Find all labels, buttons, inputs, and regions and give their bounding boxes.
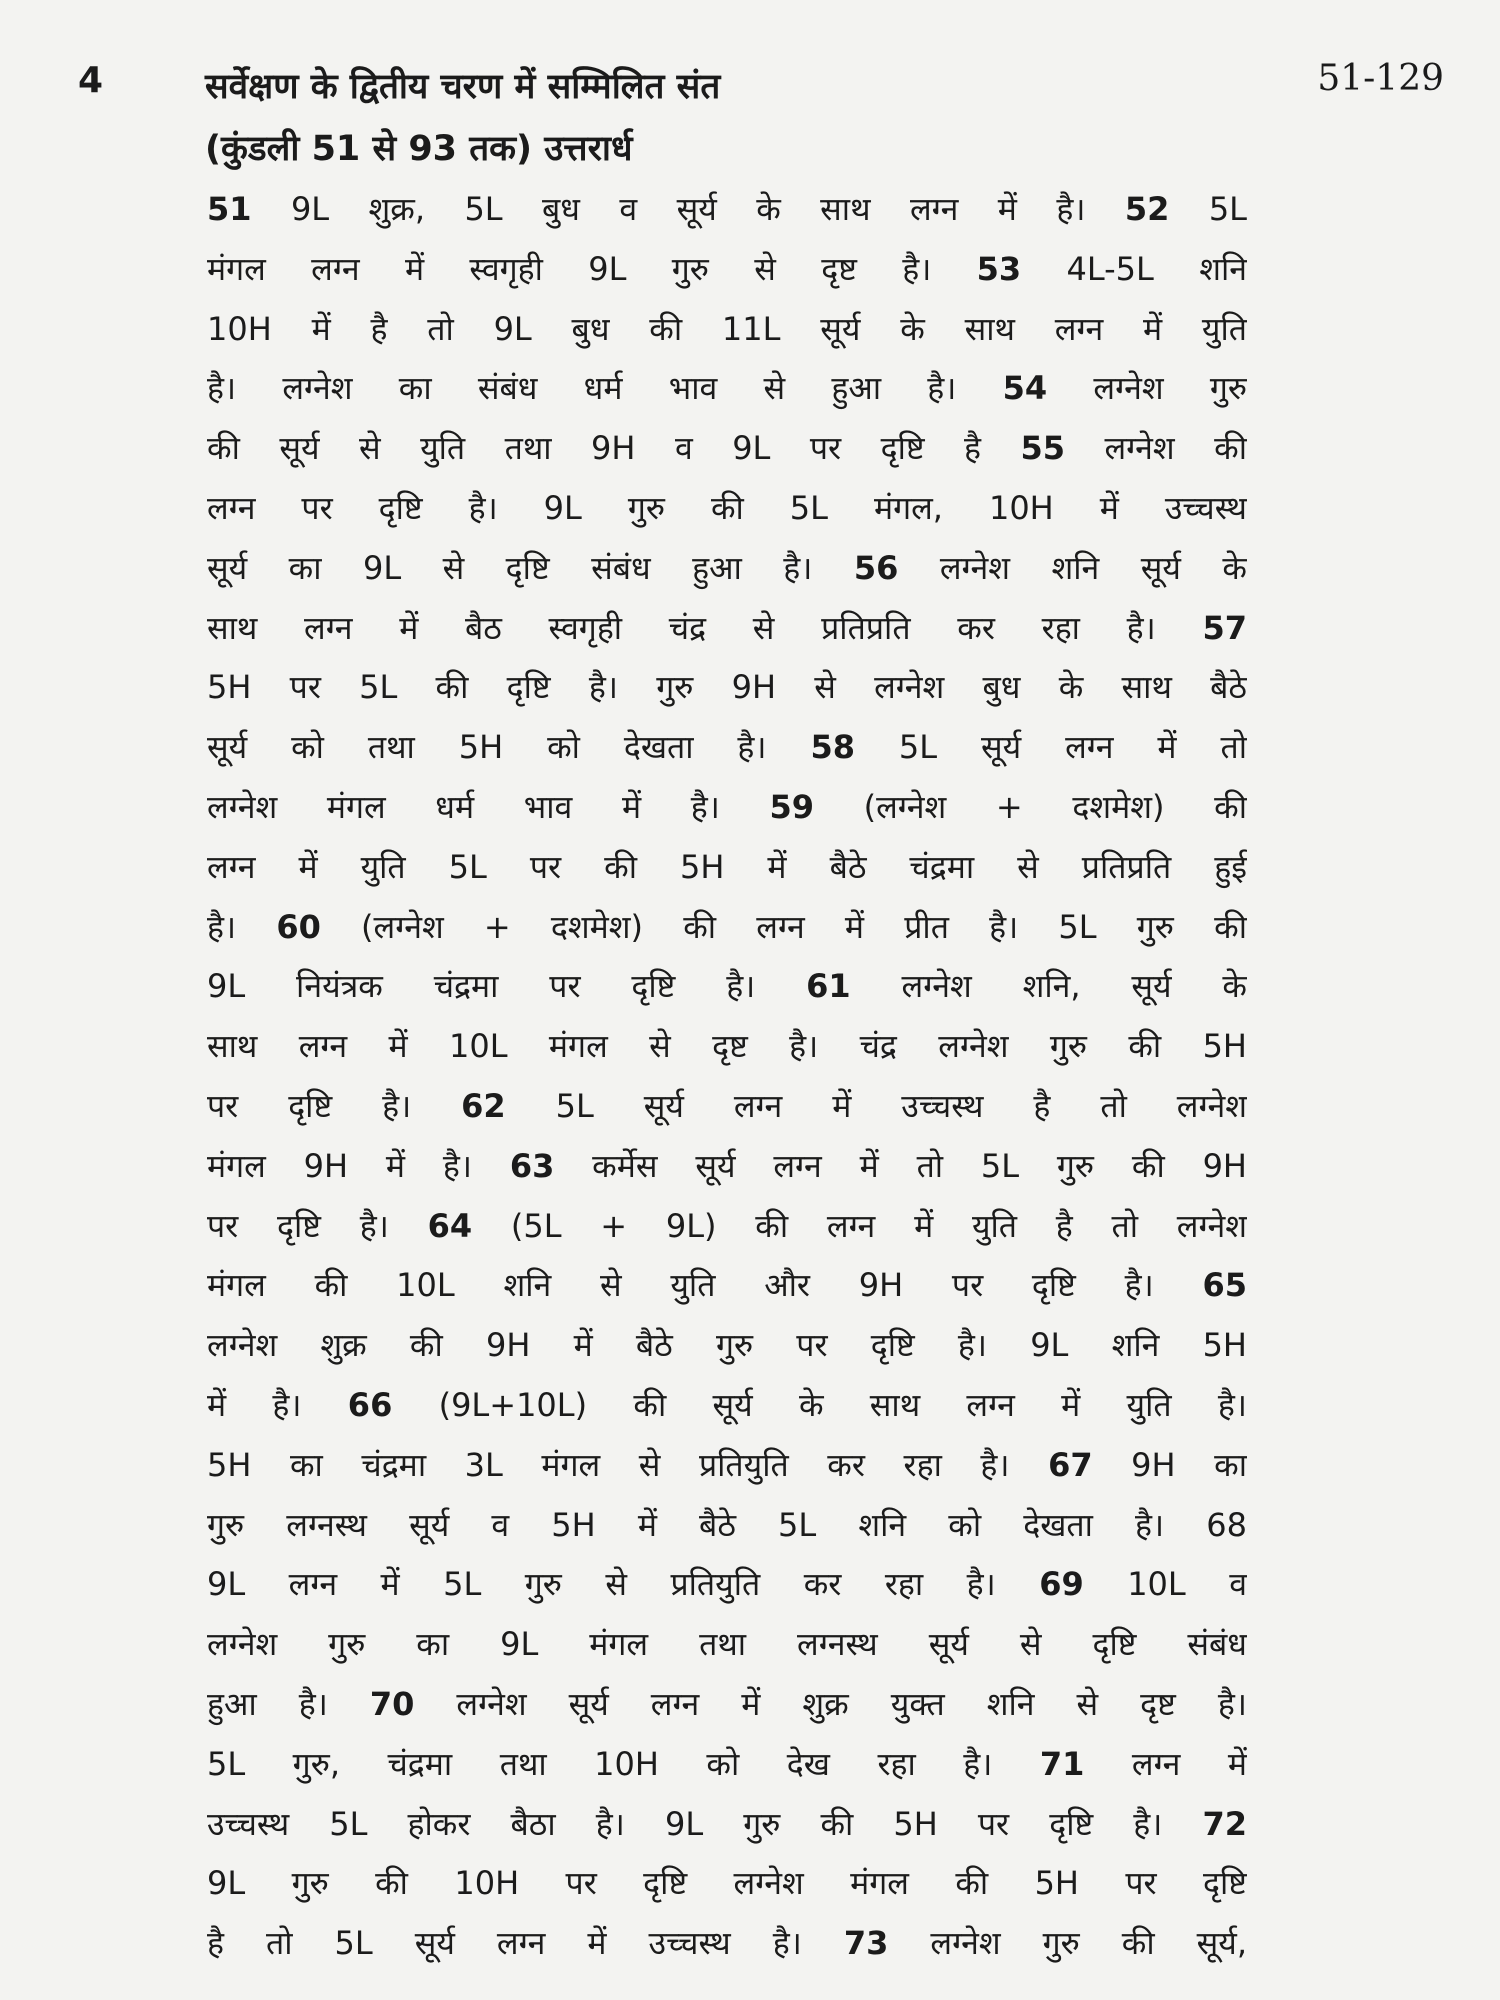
text-segment: सूर्य को तथा 5H को देखता है। xyxy=(207,728,811,767)
text-segment: 10H में है तो 9L बुध की 11L सूर्य के साथ लग्न में युति xyxy=(207,309,1247,348)
chapter-title-line-1: सर्वेक्षण के द्वितीय चरण में सम्मिलित संत xyxy=(205,67,721,107)
body-paragraph xyxy=(207,180,1247,1974)
horoscope-number: 63 xyxy=(509,1146,555,1185)
text-segment: की सूर्य से युति तथा 9H व 9L पर दृष्टि है xyxy=(207,429,1021,468)
text-segment: 5H का चंद्रमा 3L मंगल से प्रतियुति कर रहा है। xyxy=(207,1445,1049,1484)
text-segment: लग्नेश गुरु xyxy=(1047,369,1247,408)
horoscope-range: 51-129 xyxy=(1317,58,1444,99)
text-segment: 9L नियंत्रक चंद्रमा पर दृष्टि है। xyxy=(207,967,807,1006)
text-line xyxy=(207,180,1247,240)
horoscope-number: 61 xyxy=(806,967,851,1006)
horoscope-number: 55 xyxy=(1020,429,1065,468)
text-segment: 5L सूर्य लग्न में उच्चस्थ है तो लग्नेश xyxy=(505,1086,1247,1125)
text-segment: (लग्नेश + दशमेश) की लग्न में प्रीत है। 5L गुरु की xyxy=(320,907,1247,946)
text-line xyxy=(207,539,1247,599)
text-line xyxy=(207,300,1247,360)
horoscope-number: 53 xyxy=(976,249,1022,288)
text-segment: गुरु लग्नस्थ सूर्य व 5H में बैठे 5L शनि को देखता है। 68 xyxy=(207,1505,1247,1544)
horoscope-number: 66 xyxy=(347,1385,393,1424)
text-segment: मंगल लग्न में स्वगृही 9L गुरु से दृष्ट है। xyxy=(207,249,977,288)
text-segment: 4L-5L शनि xyxy=(1021,249,1247,288)
horoscope-number: 57 xyxy=(1202,608,1247,647)
text-line xyxy=(207,778,1247,838)
text-segment: 5L गुरु, चंद्रमा तथा 10H को देख रहा है। xyxy=(207,1744,1040,1783)
text-line xyxy=(207,1137,1247,1197)
text-line xyxy=(207,1795,1247,1855)
text-segment: लग्नेश गुरु का 9L मंगल तथा लग्नस्थ सूर्य से दृष्टि संबंध xyxy=(207,1625,1247,1664)
horoscope-number: 54 xyxy=(1002,369,1048,408)
text-segment: सूर्य का 9L से दृष्टि संबंध हुआ है। xyxy=(207,548,854,587)
horoscope-number: 56 xyxy=(853,548,899,587)
text-line xyxy=(207,718,1247,778)
text-segment: 9L शुक्र, 5L बुध व सूर्य के साथ लग्न में है। xyxy=(251,190,1125,228)
text-segment: (लग्नेश + दशमेश) की xyxy=(813,787,1247,826)
horoscope-number: 58 xyxy=(810,728,855,767)
text-segment: (5L + 9L) की लग्न में युति है तो लग्नेश xyxy=(472,1206,1247,1245)
text-segment: 9L गुरु की 10H पर दृष्टि लग्नेश मंगल की 5H पर दृष्टि xyxy=(207,1864,1247,1903)
text-line xyxy=(207,1316,1247,1376)
text-segment: लग्न पर दृष्टि है। 9L गुरु की 5L मंगल, 10H में उच्चस्थ xyxy=(207,488,1247,527)
text-line xyxy=(207,1256,1247,1316)
text-segment: 5L xyxy=(1169,190,1247,228)
horoscope-number: 65 xyxy=(1202,1266,1247,1305)
text-line xyxy=(207,1496,1247,1556)
text-segment: हुआ है। xyxy=(207,1684,370,1723)
text-segment: लग्नेश शनि, सूर्य के xyxy=(850,967,1247,1006)
chapter-subtitle: (कुंडली 51 से 93 तक) उत्तरार्ध xyxy=(205,129,633,169)
text-segment: 5L सूर्य लग्न में तो xyxy=(854,728,1247,767)
horoscope-number: 71 xyxy=(1039,1744,1085,1783)
text-line xyxy=(207,1615,1247,1675)
horoscope-number: 51 xyxy=(207,190,252,228)
chapter-title xyxy=(205,56,720,180)
horoscope-number: 64 xyxy=(427,1206,473,1245)
text-line xyxy=(207,1675,1247,1735)
horoscope-number: 52 xyxy=(1124,190,1170,228)
horoscope-number: 72 xyxy=(1202,1804,1247,1843)
horoscope-number: 69 xyxy=(1039,1565,1084,1604)
horoscope-number: 73 xyxy=(843,1924,889,1963)
text-line xyxy=(207,658,1247,718)
text-line xyxy=(207,1197,1247,1257)
text-line xyxy=(207,419,1247,479)
text-segment: लग्नेश सूर्य लग्न में शुक्र युक्त शनि से दृष्ट है। xyxy=(414,1684,1247,1723)
text-line xyxy=(207,1376,1247,1436)
text-segment: लग्नेश की xyxy=(1065,429,1247,468)
text-segment: उच्चस्थ 5L होकर बैठा है। 9L गुरु की 5H पर दृष्टि है। xyxy=(207,1804,1203,1843)
text-line xyxy=(207,1735,1247,1795)
text-segment: 9L लग्न में 5L गुरु से प्रतियुति कर रहा है। xyxy=(207,1565,1040,1604)
text-segment: लग्न में युति 5L पर की 5H में बैठे चंद्रमा से प्रतिप्रति हुई xyxy=(207,847,1247,886)
text-segment: 10L व xyxy=(1083,1565,1247,1604)
horoscope-number: 62 xyxy=(461,1086,506,1125)
text-line xyxy=(207,479,1247,539)
text-segment: है। xyxy=(207,907,277,946)
text-segment: लग्नेश शनि सूर्य के xyxy=(898,548,1247,587)
text-segment: (9L+10L) की सूर्य के साथ लग्न में युति है। xyxy=(392,1385,1247,1424)
text-line xyxy=(207,1077,1247,1137)
text-line xyxy=(207,1017,1247,1077)
text-segment: 5H पर 5L की दृष्टि है। गुरु 9H से लग्नेश बुध के साथ बैठे xyxy=(207,668,1247,707)
text-segment: 9H का xyxy=(1092,1445,1247,1484)
text-segment: साथ लग्न में बैठ स्वगृही चंद्र से प्रतिप्रति कर रहा है। xyxy=(207,608,1203,647)
text-line xyxy=(207,1914,1247,1974)
text-segment: है तो 5L सूर्य लग्न में उच्चस्थ है। xyxy=(207,1924,844,1963)
text-segment: मंगल की 10L शनि से युति और 9H पर दृष्टि है। xyxy=(207,1266,1203,1305)
text-line xyxy=(207,1854,1247,1914)
horoscope-number: 60 xyxy=(276,907,321,946)
horoscope-number: 70 xyxy=(369,1684,415,1723)
text-line xyxy=(207,1436,1247,1496)
text-line xyxy=(207,957,1247,1017)
text-segment: पर दृष्टि है। xyxy=(207,1206,428,1245)
text-segment: लग्न में xyxy=(1084,1744,1247,1783)
text-segment: लग्नेश गुरु की सूर्य, xyxy=(888,1924,1247,1963)
text-line xyxy=(207,838,1247,898)
horoscope-number: 59 xyxy=(769,787,814,826)
text-line xyxy=(207,240,1247,300)
text-segment: मंगल 9H में है। xyxy=(207,1146,510,1185)
text-line xyxy=(207,359,1247,419)
text-segment: कर्मेस सूर्य लग्न में तो 5L गुरु की 9H xyxy=(554,1146,1247,1185)
text-line xyxy=(207,599,1247,659)
text-segment: में है। xyxy=(207,1385,348,1424)
text-segment: पर दृष्टि है। xyxy=(207,1086,462,1125)
text-segment: साथ लग्न में 10L मंगल से दृष्ट है। चंद्र लग्नेश गुरु की 5H xyxy=(207,1027,1247,1066)
text-line xyxy=(207,898,1247,958)
text-segment: है। लग्नेश का संबंध धर्म भाव से हुआ है। xyxy=(207,369,1003,408)
text-line xyxy=(207,1555,1247,1615)
page-number: 4 xyxy=(78,60,104,101)
text-segment: लग्नेश शुक्र की 9H में बैठे गुरु पर दृष्टि है। 9L शनि 5H xyxy=(207,1326,1247,1365)
horoscope-number: 67 xyxy=(1048,1445,1093,1484)
text-segment: लग्नेश मंगल धर्म भाव में है। xyxy=(207,787,770,826)
